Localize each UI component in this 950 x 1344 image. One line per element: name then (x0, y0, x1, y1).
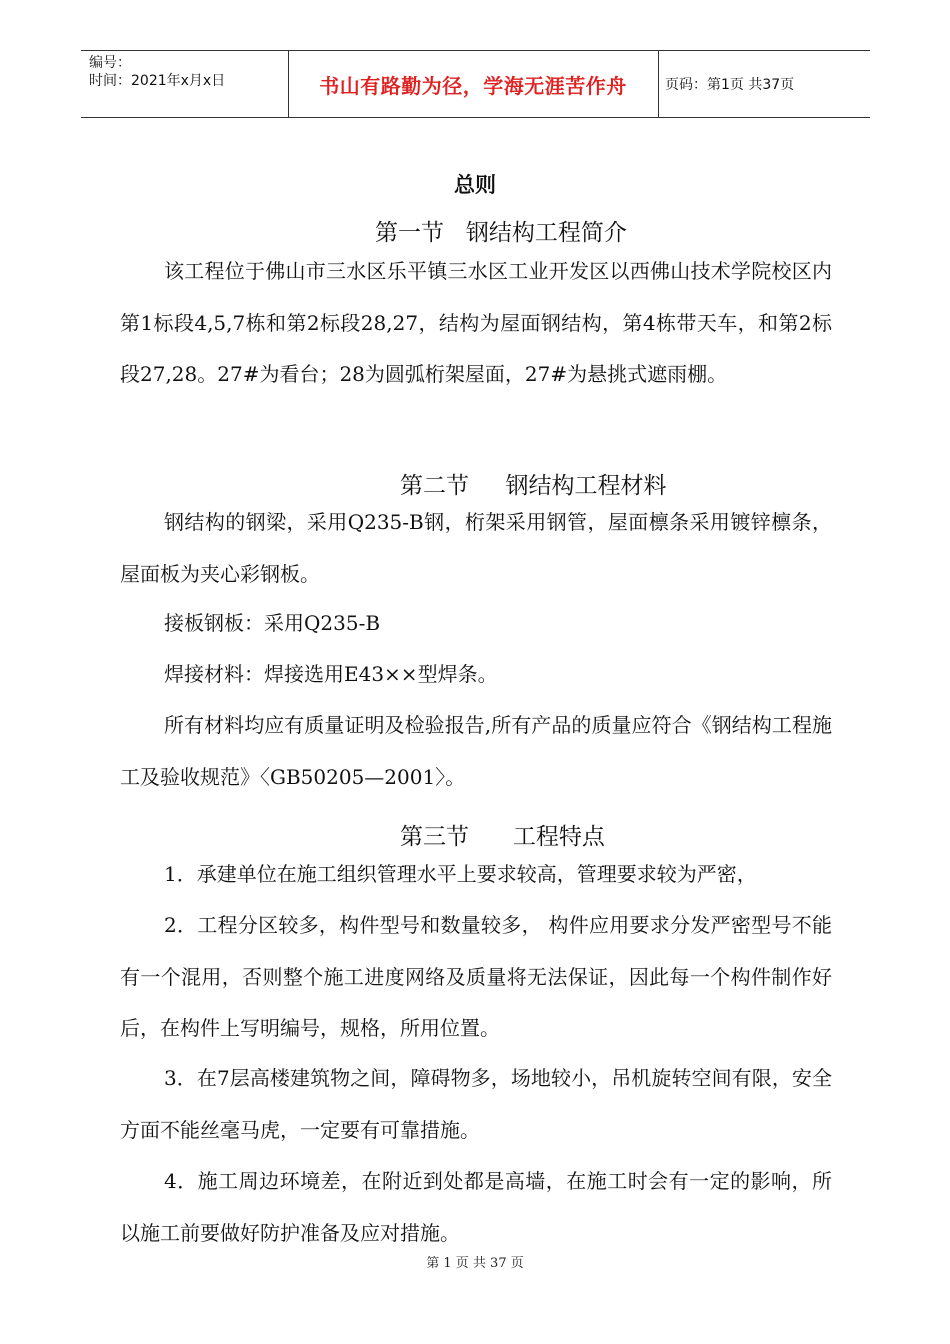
section-2-paragraph-3: 焊接材料：焊接选用E43××型焊条。 (164, 662, 498, 686)
section-heading-1: 第一节 钢结构工程简介 (375, 220, 627, 246)
section-3-paragraph-1: 1．承建单位在施工组织管理水平上要求较高，管理要求较为严密， (164, 862, 757, 886)
section-heading-3: 第三节 工程特点 (400, 824, 605, 850)
section-2-paragraph-2: 接板钢板：采用Q235-B (164, 611, 381, 635)
document-number-label: 编号： (89, 55, 131, 71)
header-page-info: 页码：第1页 共37页 (665, 77, 795, 93)
page-footer: 第 1 页 共 37 页 (426, 1256, 524, 1271)
page-header (81, 50, 870, 118)
document-time-label: 时间：2021年x月x日 (89, 73, 226, 89)
header-meta (89, 54, 225, 90)
header-divider-right (658, 51, 659, 117)
section-3-paragraph-2: 2．工程分区较多，构件型号和数量较多， 构件应用要求分发严密型号不能有一个混用，否则整个施工进度网络及质量将无法保证，因此每一个构件制作好后，在构件上写明编号，规格，所用位置。 (120, 913, 832, 1040)
section-2-paragraph-4: 所有材料均应有质量证明及检验报告,所有产品的质量应符合《钢结构工程施工及验收规范》〈GB50205—2001〉。 (120, 713, 832, 789)
header-motto: 书山有路勤为径，学海无涯苦作舟 (319, 73, 627, 98)
section-3-paragraph-4: 4．施工周边环境差，在附近到处都是高墙，在施工时会有一定的影响，所以施工前要做好防护准备及应对措施。 (120, 1169, 832, 1245)
section-2-paragraph-1: 钢结构的钢梁，采用Q235-B钢，桁架采用钢管，屋面檩条采用镀锌檩条，屋面板为夹心彩钢板。 (120, 510, 832, 586)
document-title: 总则 (454, 173, 496, 197)
section-1-paragraph-1: 该工程位于佛山市三水区乐平镇三水区工业开发区以西佛山技术学院校区内第1标段4,5,7栋和第2标段28,27，结构为屋面钢结构，第4栋带天车，和第2标段27,28。27#为看台；28为圆弧桁架屋面，27#为悬挑式遮雨棚。 (120, 259, 832, 386)
section-heading-2: 第二节 钢结构工程材料 (400, 473, 667, 499)
section-3-paragraph-3: 3．在7层高楼建筑物之间，障碍物多，场地较小，吊机旋转空间有限，安全方面不能丝毫马虎，一定要有可靠措施。 (120, 1066, 832, 1142)
